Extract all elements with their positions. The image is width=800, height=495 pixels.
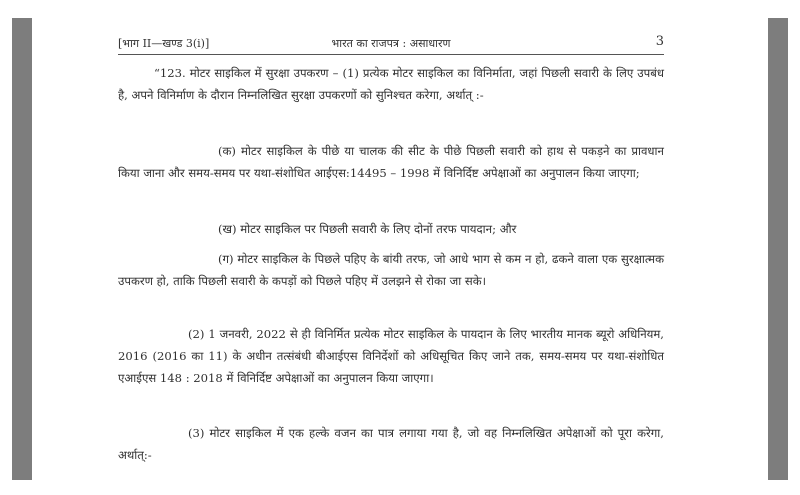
sub-rule-3: (3) मोटर साइकिल में एक हल्के वजन का पात्र लगाया गया है, जो वह निम्नलिखित अपेक्षाओं को पूरा करेगा, अर्थात्:-	[118, 426, 664, 462]
page-header	[118, 34, 664, 52]
clause-c: (ग) मोटर साइकिल के पिछले पहिए के बांयी तरफ, जो आधे भाग से कम न हो, ढकने वाला एक सुरक्षात्मक उपकरण हो, ताकि पिछली सवारी के कपड़ों को पिछले पहिए में उलझने से रोका जा सके।	[118, 252, 664, 288]
header-title: भारत का राजपत्र : असाधारण	[331, 37, 451, 50]
gazette-page	[80, 26, 720, 495]
header-rule	[118, 54, 664, 55]
right-margin-bar	[768, 18, 788, 480]
header-part-label: [भाग II—खण्ड 3(i)]	[118, 37, 210, 50]
sub-rule-2: (2) 1 जनवरी, 2022 से ही विनिर्मित प्रत्येक मोटर साइकिल के पायदान के लिए भारतीय मानक ब्यूरो अधिनियम, 2016 (2016 का 11) के अधीन तत्संबंधी बीआईएस विनिर्देशों को अधिसूचित किए जाने तक, समय-समय पर यथा-संशोधित एआईएस 148 : 2018 में विनिर्दिष्ट अपेक्षाओं का अनुपालन किया जाएगा।	[118, 327, 664, 385]
clause-b: (ख) मोटर साइकिल पर पिछली सवारी के लिए दोनों तरफ पायदान; और	[218, 222, 517, 236]
clause-a: (क) मोटर साइकिल के पीछे या चालक की सीट के पीछे पिछली सवारी को हाथ से पकड़ने का प्रावधान किया जाना और समय-समय पर यथा-संशोधित आईएस:14495 – 1998 में विनिर्दिष्ट अपेक्षाओं का अनुपालन किया जाएगा;	[118, 144, 664, 180]
left-margin-bar	[12, 18, 32, 480]
page-number: 3	[655, 34, 664, 49]
rule-123-intro: “123. मोटर साइकिल में सुरक्षा उपकरण – (1) प्रत्येक मोटर साइकिल का विनिर्माता, जहां पिछली सवारी के लिए उपबंध है, अपने विनिर्माण के दौरान निम्नलिखित सुरक्षा उपकरणों को सुनिश्चत करेगा, अर्थात् :-	[118, 66, 664, 102]
